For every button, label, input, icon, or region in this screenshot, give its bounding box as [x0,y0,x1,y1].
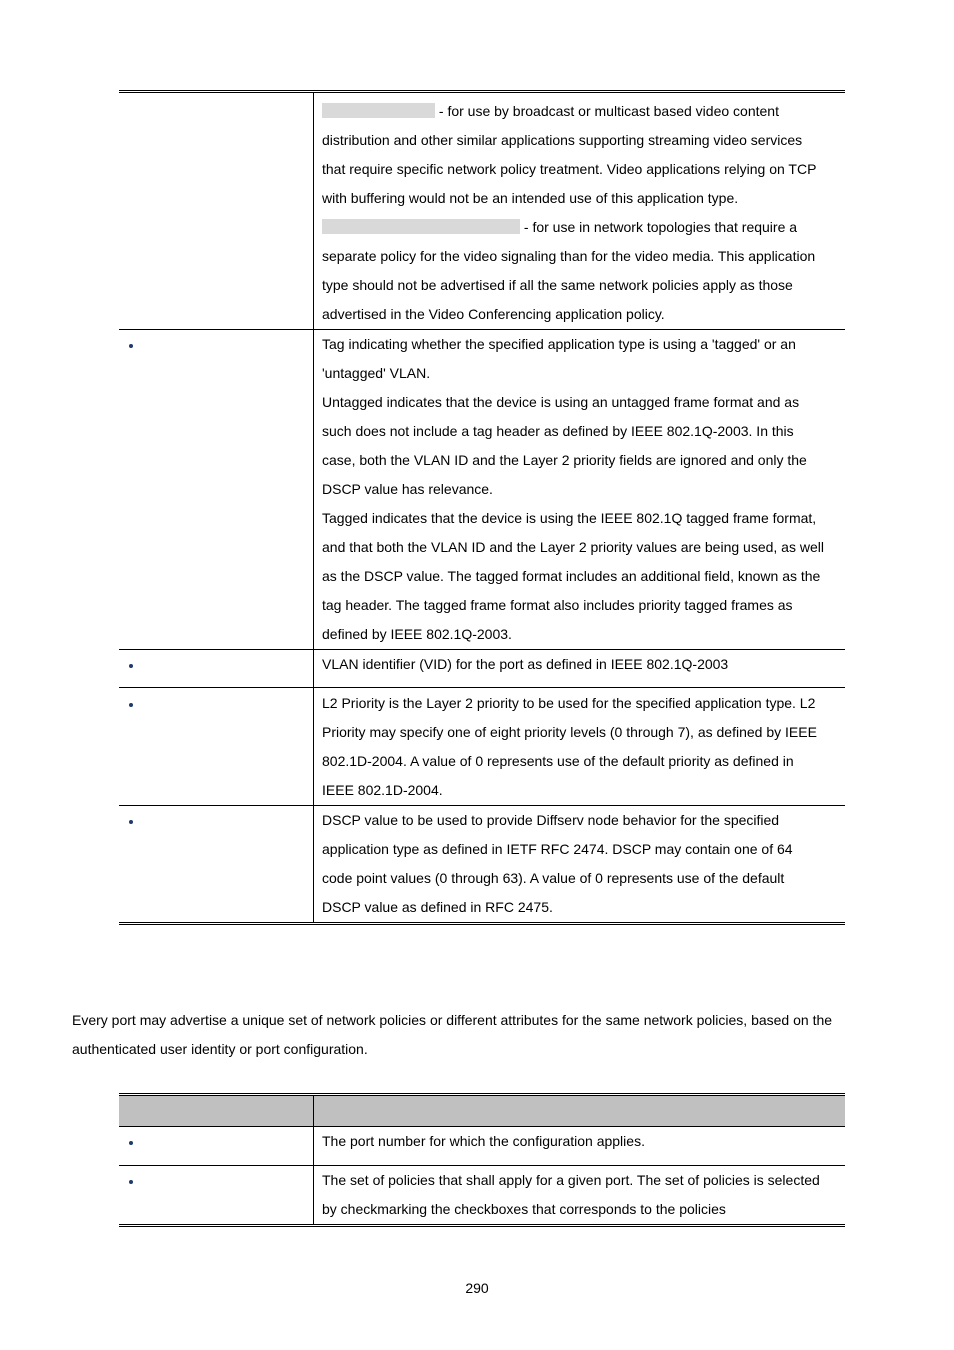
table-row [119,1127,845,1166]
description-cell [314,1127,846,1166]
paragraph-line: authenticated user identity or port configuration. [72,1041,368,1057]
description-line: tag header. The tagged frame format also includes priority tagged frames as [322,597,793,613]
highlight-mark [322,103,435,118]
description-cell [314,806,846,924]
description-line: code point values (0 through 63). A value of 0 represents use of the default [322,870,785,886]
parameter-cell [119,1166,314,1226]
description-cell [314,650,846,688]
description-line: such does not include a tag header as defined by IEEE 802.1Q-2003. In this [322,423,794,439]
description-line: 'untagged' VLAN. [322,365,431,381]
description-line: case, both the VLAN ID and the Layer 2 priority fields are ignored and only the [322,452,807,468]
header-cell-description [314,1095,846,1127]
description-line: Tag indicating whether the specified application type is using a 'tagged' or an [322,336,796,352]
description-line: VLAN identifier (VID) for the port as defined in IEEE 802.1Q-2003 [322,656,729,672]
description-line: The set of policies that shall apply for a given port. The set of policies is selected [322,1172,820,1188]
description-line: by checkmarking the checkboxes that corresponds to the policies [322,1201,726,1217]
bullet-icon [129,820,133,824]
description-line: distribution and other similar applications supporting streaming video services [322,132,803,148]
page-number: 290 [465,1280,489,1296]
description-line: Tagged indicates that the device is using the IEEE 802.1Q tagged frame format, [322,510,817,526]
table-header-row [119,1095,845,1127]
description-line: Priority may specify one of eight priority levels (0 through 7), as defined by IEEE [322,724,817,740]
description-line: with buffering would not be an intended use of this application type. [322,190,739,206]
description-cell [314,1166,846,1226]
table-row [119,806,845,924]
parameter-cell [119,92,314,330]
table-row [119,688,845,806]
parameter-cell [119,688,314,806]
table-row [119,1166,845,1226]
bullet-icon [129,344,133,348]
description-line: type should not be advertised if all the same network policies apply as those [322,277,793,293]
bullet-icon [129,664,133,668]
description-line: DSCP value as defined in RFC 2475. [322,899,553,915]
description-line: 802.1D-2004. A value of 0 represents use of the default priority as defined in [322,753,794,769]
paragraph-line: Every port may advertise a unique set of network policies or different attributes for the same network policies, based on the [72,1012,833,1028]
body-paragraph [72,1006,872,1064]
description-line: advertised in the Video Conferencing application policy. [322,306,665,322]
table-row [119,330,845,650]
bullet-icon [129,703,133,707]
description-line: separate policy for the video signaling than for the video media. This application [322,248,816,264]
parameter-cell [119,806,314,924]
description-line: - for use by broadcast or multicast based video content [438,103,779,119]
parameter-cell [119,650,314,688]
description-line: L2 Priority is the Layer 2 priority to be used for the specified application type. L2 [322,695,816,711]
description-line: DSCP value has relevance. [322,481,493,497]
header-cell-object [119,1095,314,1127]
description-cell [314,92,846,330]
description-line: defined by IEEE 802.1Q-2003. [322,626,512,642]
description-line: DSCP value to be used to provide Diffserv node behavior for the specified [322,812,780,828]
description-line: IEEE 802.1D-2004. [322,782,443,798]
description-line: The port number for which the configuration applies. [322,1133,645,1149]
description-line: - for use in network topologies that require a [523,219,798,235]
table-row [119,92,845,330]
parameter-cell [119,1127,314,1166]
bullet-icon [129,1141,133,1145]
description-line: Untagged indicates that the device is using an untagged frame format and as [322,394,800,410]
description-line: application type as defined in IETF RFC 2474. DSCP may contain one of 64 [322,841,793,857]
bullet-icon [129,1180,133,1184]
description-line: and that both the VLAN ID and the Layer 2 priority values are being used, as well [322,539,824,555]
description-cell [314,688,846,806]
table-row [119,650,845,688]
highlight-mark [322,219,520,234]
description-cell [314,330,846,650]
description-line: as the DSCP value. The tagged format includes an additional field, known as the [322,568,821,584]
description-line: that require specific network policy treatment. Video applications relying on TCP [322,161,817,177]
parameter-cell [119,330,314,650]
parameter-table-1 [119,90,845,925]
parameter-table-2 [119,1093,845,1227]
